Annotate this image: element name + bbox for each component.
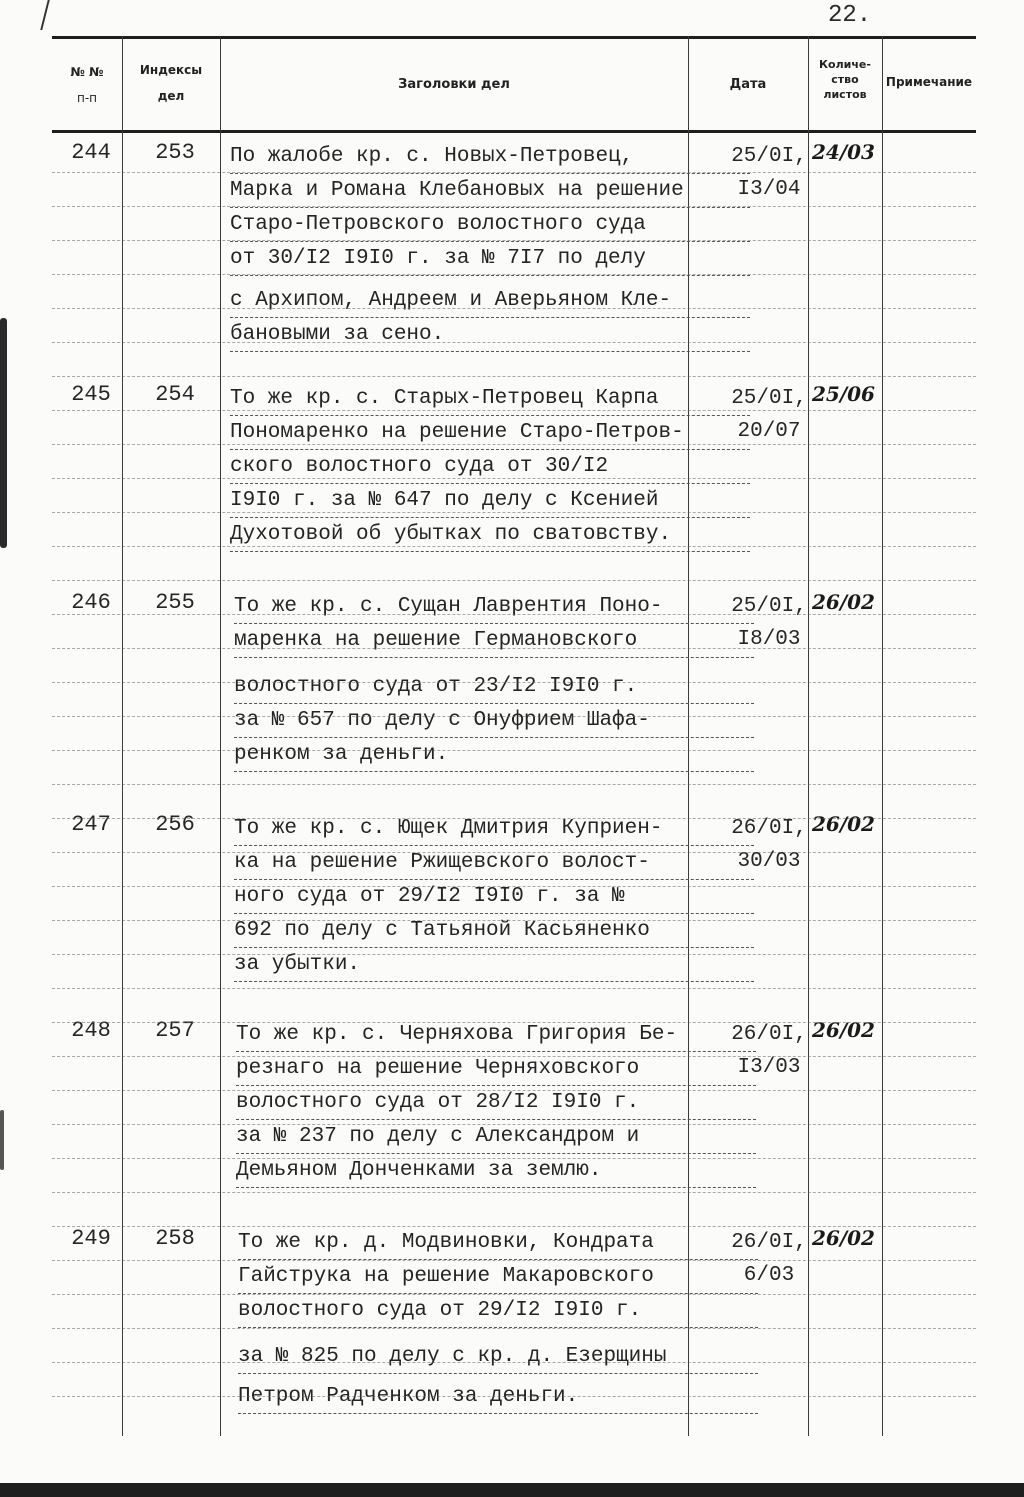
header-number-line: п-п <box>76 91 98 106</box>
entry-title-line: маренка на решение Германовского <box>234 624 754 658</box>
header-date: Дата <box>729 77 767 92</box>
ledger-rule <box>52 886 976 887</box>
ledger-rule <box>52 342 976 343</box>
entry-title-line: резнаго на решение Черняховского <box>236 1052 756 1086</box>
page-number: 22. <box>828 2 872 29</box>
ledger-rule <box>52 444 976 445</box>
entry-title-line: ского волостного суда от 30/I2 <box>230 450 750 484</box>
ledger-rule <box>52 648 976 649</box>
entry-title-line: Старо-Петровского волостного суда <box>230 208 750 242</box>
ledger-rule <box>52 682 976 683</box>
entry-title-line: Демьяном Донченками за землю. <box>236 1154 756 1188</box>
header-number-line: № № <box>70 65 104 79</box>
entry-title-line: от 30/I2 I9I0 г. за № 7I7 по делу <box>230 242 750 276</box>
entry-number: 246 <box>71 590 111 615</box>
entry-title-line: То же кр. с. Старых-Петровец Карпа <box>230 382 750 416</box>
ledger-rule <box>52 1362 976 1363</box>
entry-title-line: с Архипом, Андреем и Аверьяном Кле- <box>230 284 750 318</box>
ledger-rule <box>52 716 976 717</box>
scan-bottom-edge <box>0 1483 1024 1497</box>
entry-sheet-count: 26/02 <box>812 812 875 836</box>
header-title: Заголовки дел <box>398 77 510 92</box>
header-count <box>808 58 882 103</box>
entry-title-line: волостного суда от 23/I2 I9I0 г. <box>234 670 754 704</box>
ledger-rule <box>52 1260 976 1261</box>
entry-title-line: То же кр. с. Ющек Дмитрия Куприен- <box>234 812 754 846</box>
header-count-line: листов <box>823 87 867 101</box>
entry-date: I8/03 <box>737 628 801 651</box>
ledger-rule <box>52 410 976 411</box>
entry-title-line: То же кр. д. Модвиновки, Кондрата <box>238 1226 758 1260</box>
ledger-rule <box>52 1090 976 1091</box>
ledger-rule <box>52 1192 976 1193</box>
entry-number: 244 <box>71 140 111 165</box>
entry-title-line: 692 по делу с Татьяной Касьяненко <box>234 914 754 948</box>
entry-date: 26/0I, <box>731 1231 807 1254</box>
entry-title <box>236 1018 756 1188</box>
entry-title-line: за убытки. <box>234 948 754 982</box>
entry-title-line: По жалобе кр. с. Новых-Петровец, <box>230 140 750 174</box>
entry-title <box>230 382 750 552</box>
ledger-rule <box>52 1328 976 1329</box>
entry-sheet-count: 24/03 <box>812 140 875 164</box>
ledger-rule <box>52 954 976 955</box>
entry-index: 254 <box>155 382 195 407</box>
entry-title-line: ренком за деньги. <box>234 738 754 772</box>
ledger-rule <box>52 920 976 921</box>
entry-number: 248 <box>71 1018 111 1043</box>
ledger-rule <box>52 478 976 479</box>
entry-dates <box>724 382 814 448</box>
entry-index: 258 <box>155 1226 195 1251</box>
entry-title-line: То же кр. с. Черняхова Григория Бе- <box>236 1018 756 1052</box>
header-index-line: Индексы <box>139 63 203 77</box>
ledger-rule <box>52 546 976 547</box>
entry-date: 20/07 <box>737 420 801 443</box>
entry-title-line: Пономаренко на решение Старо-Петров- <box>230 416 750 450</box>
entry-title-line: бановыми за сено. <box>230 318 750 352</box>
entry-title-line: ка на решение Ржищевского волост- <box>234 846 754 880</box>
entry-title-line: волостного суда от 29/I2 I9I0 г. <box>238 1294 758 1328</box>
entry-title-line: То же кр. с. Сущан Лаврентия Поно- <box>234 590 754 624</box>
entry-title <box>234 590 754 772</box>
entry-index: 257 <box>155 1018 195 1043</box>
entry-dates <box>724 1226 814 1292</box>
entry-date: 30/03 <box>737 850 801 873</box>
entry-sheet-count: 26/02 <box>812 1226 875 1250</box>
entry-date: 6/03 <box>743 1264 795 1287</box>
entry-title-line: I9I0 г. за № 647 по делу с Ксенией <box>230 484 750 518</box>
ledger-rule <box>52 1226 976 1227</box>
header-note: Примечание <box>885 75 973 89</box>
ledger-rule <box>52 308 976 309</box>
binding-shadow <box>0 318 7 548</box>
entry-title-line: волостного суда от 28/I2 I9I0 г. <box>236 1086 756 1120</box>
entry-title <box>234 812 754 982</box>
entry-sheet-count: 26/02 <box>812 1018 875 1042</box>
ledger-rule <box>52 1056 976 1057</box>
ledger-rule <box>52 274 976 275</box>
ledger-rule <box>52 1396 976 1397</box>
entry-date: 25/0I, <box>731 145 807 168</box>
header-bottom-rule <box>52 130 976 133</box>
header-number <box>52 64 122 106</box>
entry-title-line: Марка и Романа Клебановых на решение <box>230 174 750 208</box>
entry-date: 26/0I, <box>731 1023 807 1046</box>
ledger-rule <box>52 376 976 377</box>
binding-shadow-lower <box>0 1110 4 1170</box>
entry-date: 26/0I, <box>731 817 807 840</box>
ledger-rule <box>52 206 976 207</box>
entry-title-line: за № 237 по делу с Александром и <box>236 1120 756 1154</box>
ledger-rule <box>52 512 976 513</box>
entry-index: 255 <box>155 590 195 615</box>
entry-title-line: за № 825 по делу с кр. д. Езерщины <box>238 1340 758 1374</box>
entry-dates <box>724 590 814 656</box>
header-count-line: ство <box>831 72 859 86</box>
ledger-rule <box>52 1022 976 1023</box>
entry-date: 25/0I, <box>731 595 807 618</box>
table-top-rule <box>52 36 976 39</box>
ledger-rule <box>52 1158 976 1159</box>
ledger-rule <box>52 784 976 785</box>
entry-number: 245 <box>71 382 111 407</box>
ledger-rule <box>52 614 976 615</box>
entry-number: 247 <box>71 812 111 837</box>
entry-index: 253 <box>155 140 195 165</box>
entry-dates <box>724 140 814 206</box>
entry-number: 249 <box>71 1226 111 1251</box>
ledger-rule <box>52 818 976 819</box>
entry-index: 256 <box>155 812 195 837</box>
entry-dates <box>724 1018 814 1084</box>
header-count-line: Количе- <box>819 58 871 71</box>
entry-title-line: ного суда от 29/I2 I9I0 г. за № <box>234 880 754 914</box>
entry-title-line: Гайструка на решение Макаровского <box>238 1260 758 1294</box>
ledger-rule <box>52 1124 976 1125</box>
pen-stroke-mark <box>40 0 61 30</box>
ledger-rule <box>52 240 976 241</box>
entry-dates <box>724 812 814 878</box>
ledger-rule <box>52 750 976 751</box>
ledger-rule <box>52 988 976 989</box>
ledger-rule <box>52 580 976 581</box>
entry-sheet-count: 25/06 <box>812 382 875 406</box>
ledger-rule <box>52 172 976 173</box>
entry-title-line: Петром Радченком за деньги. <box>238 1380 758 1414</box>
entry-date: 25/0I, <box>731 387 807 410</box>
ledger-rule <box>52 1294 976 1295</box>
ledger-rule <box>52 852 976 853</box>
entry-title-line: за № 657 по делу с Онуфрием Шафа- <box>234 704 754 738</box>
header-index-line: дел <box>157 89 185 104</box>
entry-date: I3/03 <box>737 1056 801 1079</box>
entry-date: I3/04 <box>737 178 801 201</box>
header-index <box>122 62 220 104</box>
entry-title-line: Духотовой об убытках по сватовству. <box>230 518 750 552</box>
entry-title <box>238 1226 758 1414</box>
entry-sheet-count: 26/02 <box>812 590 875 614</box>
